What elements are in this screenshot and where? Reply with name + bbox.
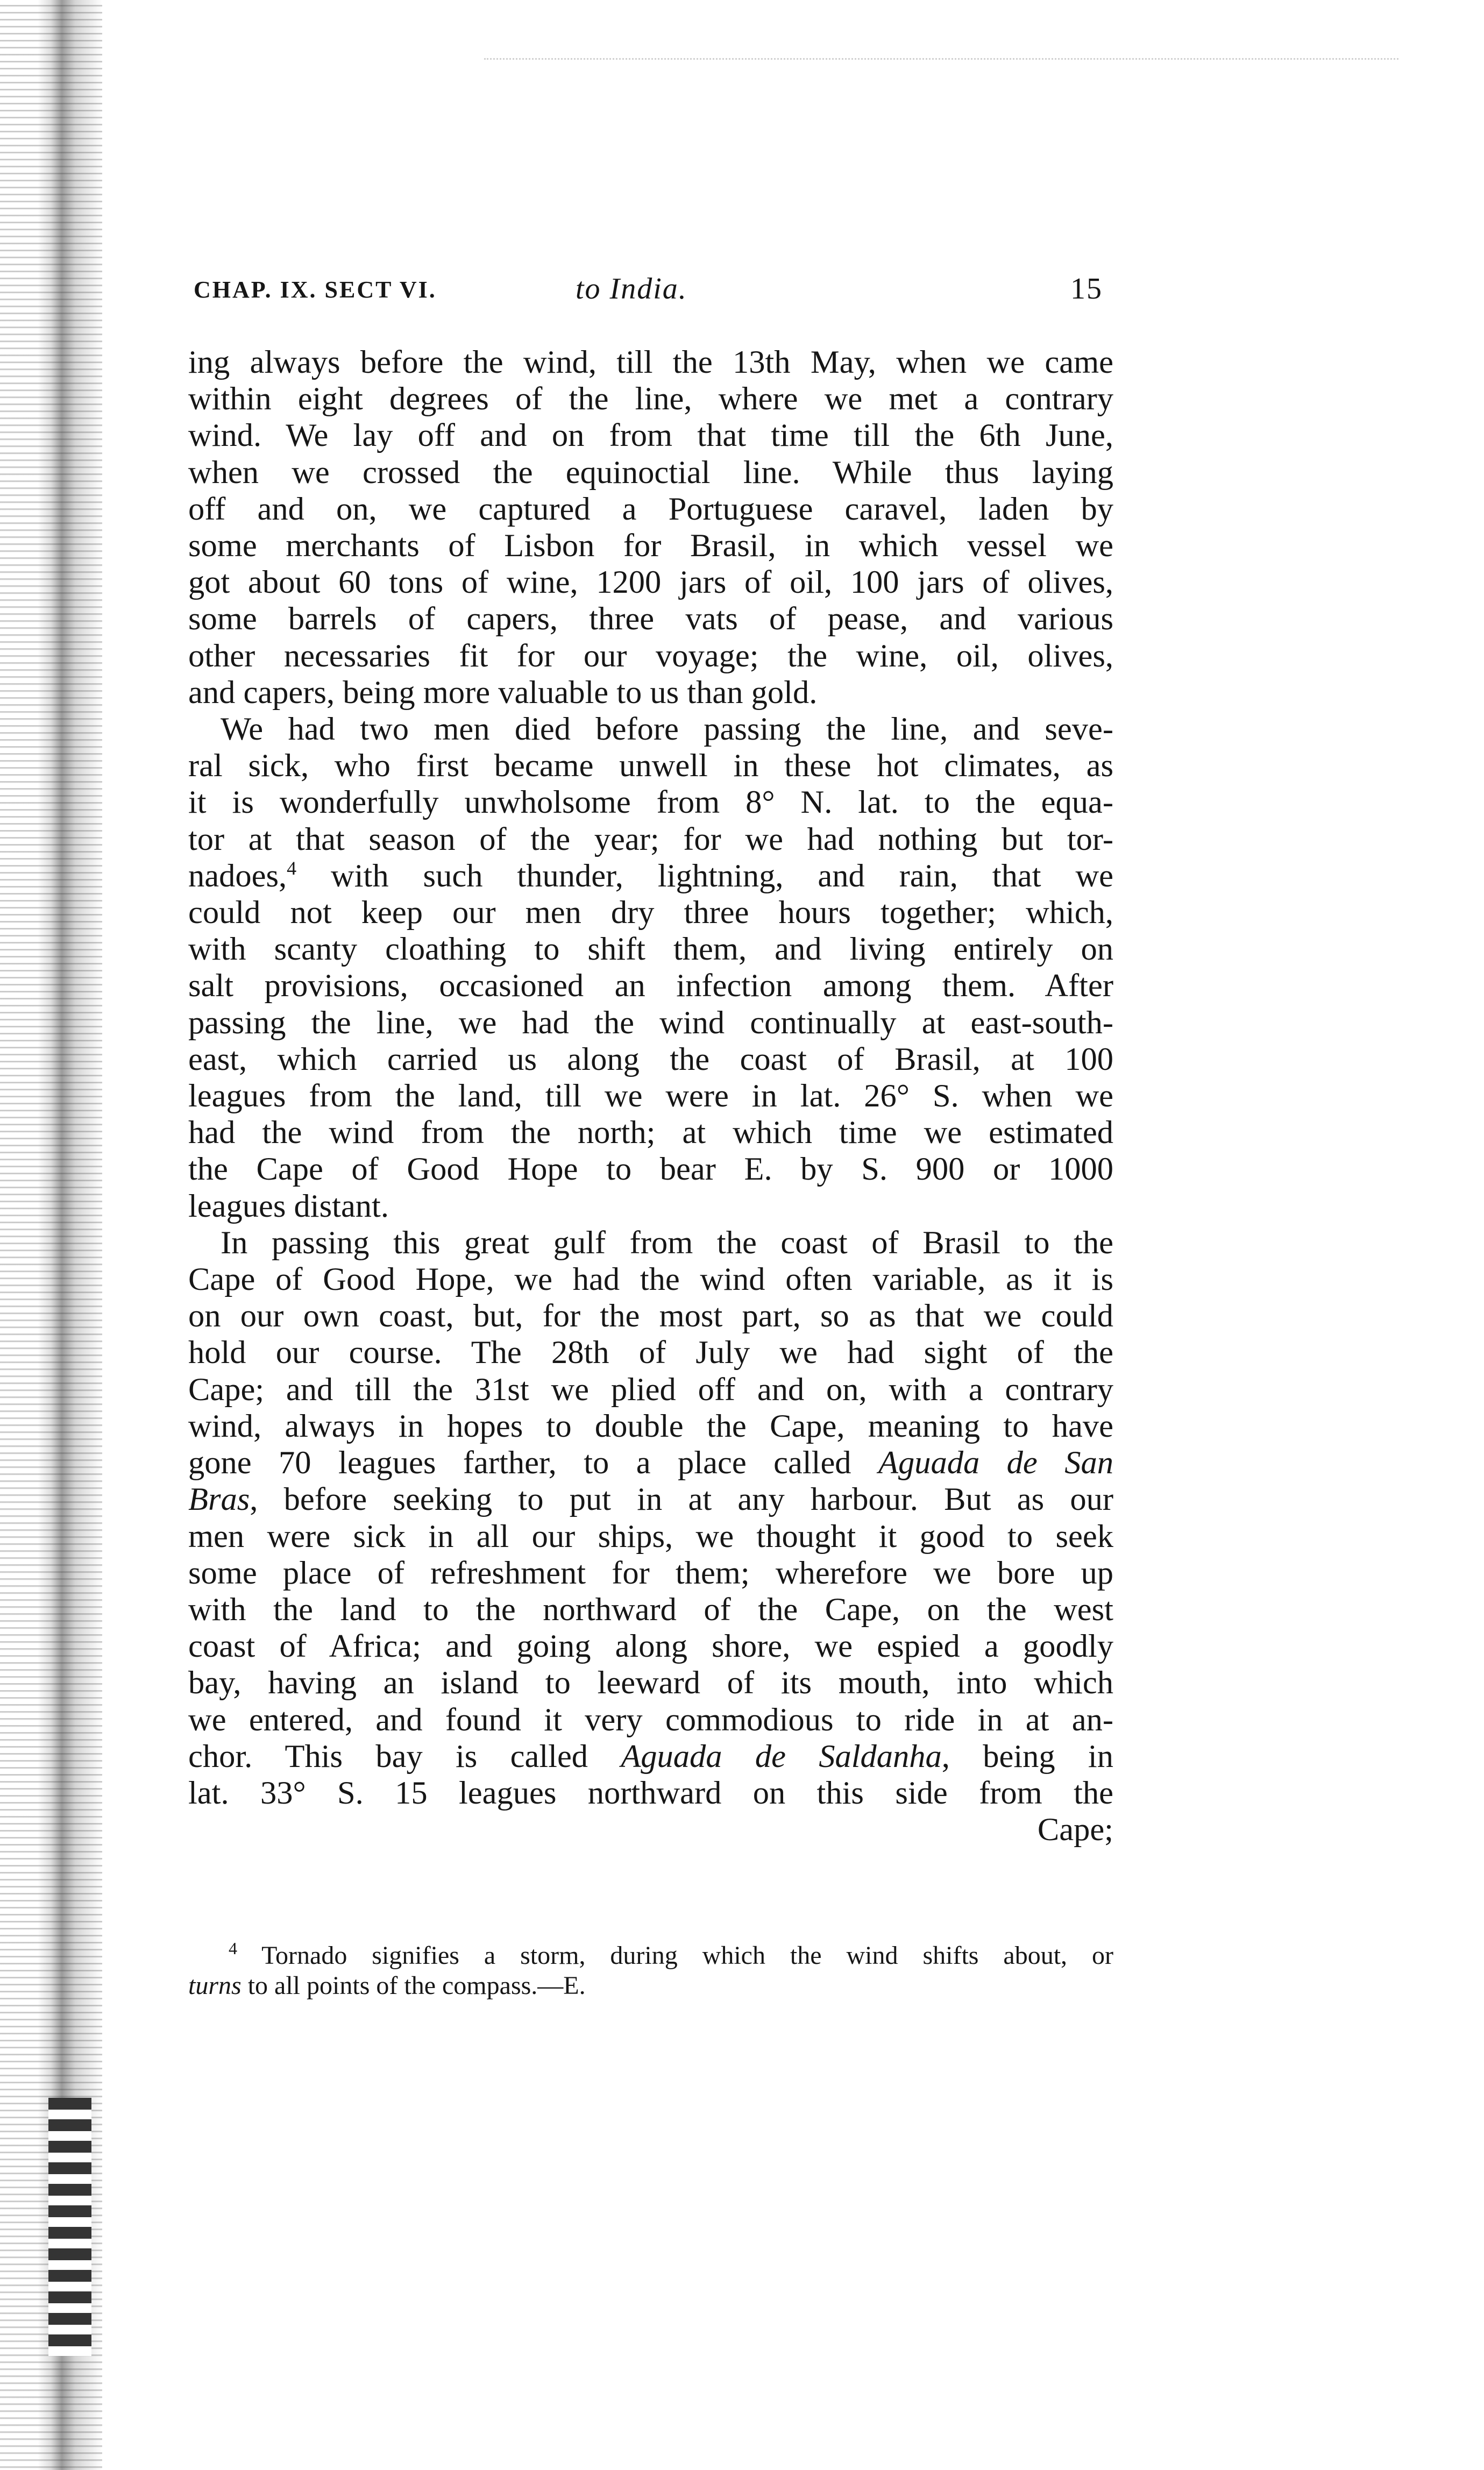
- text-line: with the land to the northward of the Cape, on the west: [188, 1591, 1113, 1628]
- place-name: Bras: [188, 1481, 250, 1518]
- text-line: leagues from the land, till we were in lat. 26° S. when we: [188, 1078, 1113, 1115]
- place-name: Aguada de Saldanha: [621, 1738, 942, 1775]
- text-line: got about 60 tons of wine, 1200 jars of oil, 100 jars of olives,: [188, 564, 1113, 601]
- text-line: wind, always in hopes to double the Cape, meaning to have: [188, 1408, 1113, 1444]
- text-line: tor at that season of the year; for we had nothing but tor-: [188, 821, 1113, 857]
- place-name: Aguada de San: [878, 1445, 1113, 1481]
- page-number: 15: [1070, 272, 1103, 306]
- text-line: wind. We lay off and on from that time till the 6th June,: [188, 417, 1113, 454]
- text-line: nadoes,$^4$ with such thunder, lightning, and rain, that we: [188, 857, 1113, 894]
- text-line: some barrels of capers, three vats of pease, and various: [188, 601, 1113, 637]
- text-line: Bras, before seeking to put in at any harbour. But as our: [188, 1481, 1113, 1518]
- text-line: chor. This bay is called Aguada de Saldanha, being in: [188, 1738, 1113, 1775]
- text-line: passing the line, we had the wind continually at east-south-: [188, 1004, 1113, 1041]
- text-line: bay, having an island to leeward of its mouth, into which: [188, 1665, 1113, 1701]
- footnote-number: 4: [229, 1939, 237, 1958]
- text-line: men were sick in all our ships, we thought it good to seek: [188, 1518, 1113, 1555]
- text-line: ing always before the wind, till the 13th May, when we came: [188, 344, 1113, 380]
- text-line: with scanty cloathing to shift them, and living entirely on: [188, 931, 1113, 968]
- catchword: Cape;: [1037, 1812, 1113, 1848]
- text-line: Cape of Good Hope, we had the wind often variable, as it is: [188, 1261, 1113, 1298]
- text-line: coast of Africa; and going along shore, we espied a goodly: [188, 1628, 1113, 1665]
- text-line: and capers, being more valuable to us than gold.: [188, 674, 818, 711]
- footnote-line: $^4$ Tornado signifies a storm, during which the wind shifts about, or: [229, 1939, 1113, 1970]
- text-line: on our own coast, but, for the most part, so as that we could: [188, 1298, 1113, 1335]
- running-title: to India.: [576, 272, 687, 306]
- text-line: gone 70 leagues farther, to a place called Aguada de San: [188, 1445, 1113, 1481]
- scan-speckle: [484, 58, 1398, 70]
- text-line: In passing this great gulf from the coast of Brasil to the: [221, 1224, 1113, 1261]
- text-line: salt provisions, occasioned an infection among them. After: [188, 968, 1113, 1004]
- text-line: other necessaries fit for our voyage; the wine, oil, olives,: [188, 637, 1113, 674]
- text-line: lat. 33° S. 15 leagues northward on this side from the: [188, 1775, 1113, 1811]
- text-line: when we crossed the equinoctial line. While thus laying: [188, 454, 1113, 491]
- text-line: We had two men died before passing the line, and seve-: [221, 711, 1113, 748]
- footnote-line: turns to all points of the compass.—E.: [188, 1971, 586, 2000]
- text-line: leagues distant.: [188, 1188, 389, 1224]
- text-line: could not keep our men dry three hours together; which,: [188, 895, 1113, 931]
- running-head: [188, 272, 1113, 309]
- text-line: some place of refreshment for them; wherefore we bore up: [188, 1555, 1113, 1591]
- text-line: it is wonderfully unwholsome from 8° N. lat. to the equa-: [188, 784, 1113, 821]
- text-line: ral sick, who first became unwell in these hot climates, as: [188, 748, 1113, 784]
- text-line: within eight degrees of the line, where we met a contrary: [188, 381, 1113, 417]
- scan-binding-edge: [0, 0, 102, 2470]
- text-line: had the wind from the north; at which time we estimated: [188, 1115, 1113, 1151]
- body-text: [188, 344, 1113, 1848]
- text-line: the Cape of Good Hope to bear E. by S. 900 or 1000: [188, 1151, 1113, 1188]
- text-line: Cape; and till the 31st we plied off and on, with a contrary: [188, 1371, 1113, 1408]
- footnote: [188, 1941, 1113, 2001]
- text-line: some merchants of Lisbon for Brasil, in which vessel we: [188, 528, 1113, 564]
- text-line: hold our course. The 28th of July we had sight of the: [188, 1335, 1113, 1371]
- footnote-marker: 4: [287, 857, 297, 879]
- text-line: we entered, and found it very commodious to ride in at an-: [188, 1701, 1113, 1738]
- chapter-section-label: CHAP. IX. SECT VI.: [194, 276, 437, 303]
- text-line: east, which carried us along the coast of Brasil, at 100: [188, 1041, 1113, 1077]
- text-line: off and on, we captured a Portuguese caravel, laden by: [188, 491, 1113, 527]
